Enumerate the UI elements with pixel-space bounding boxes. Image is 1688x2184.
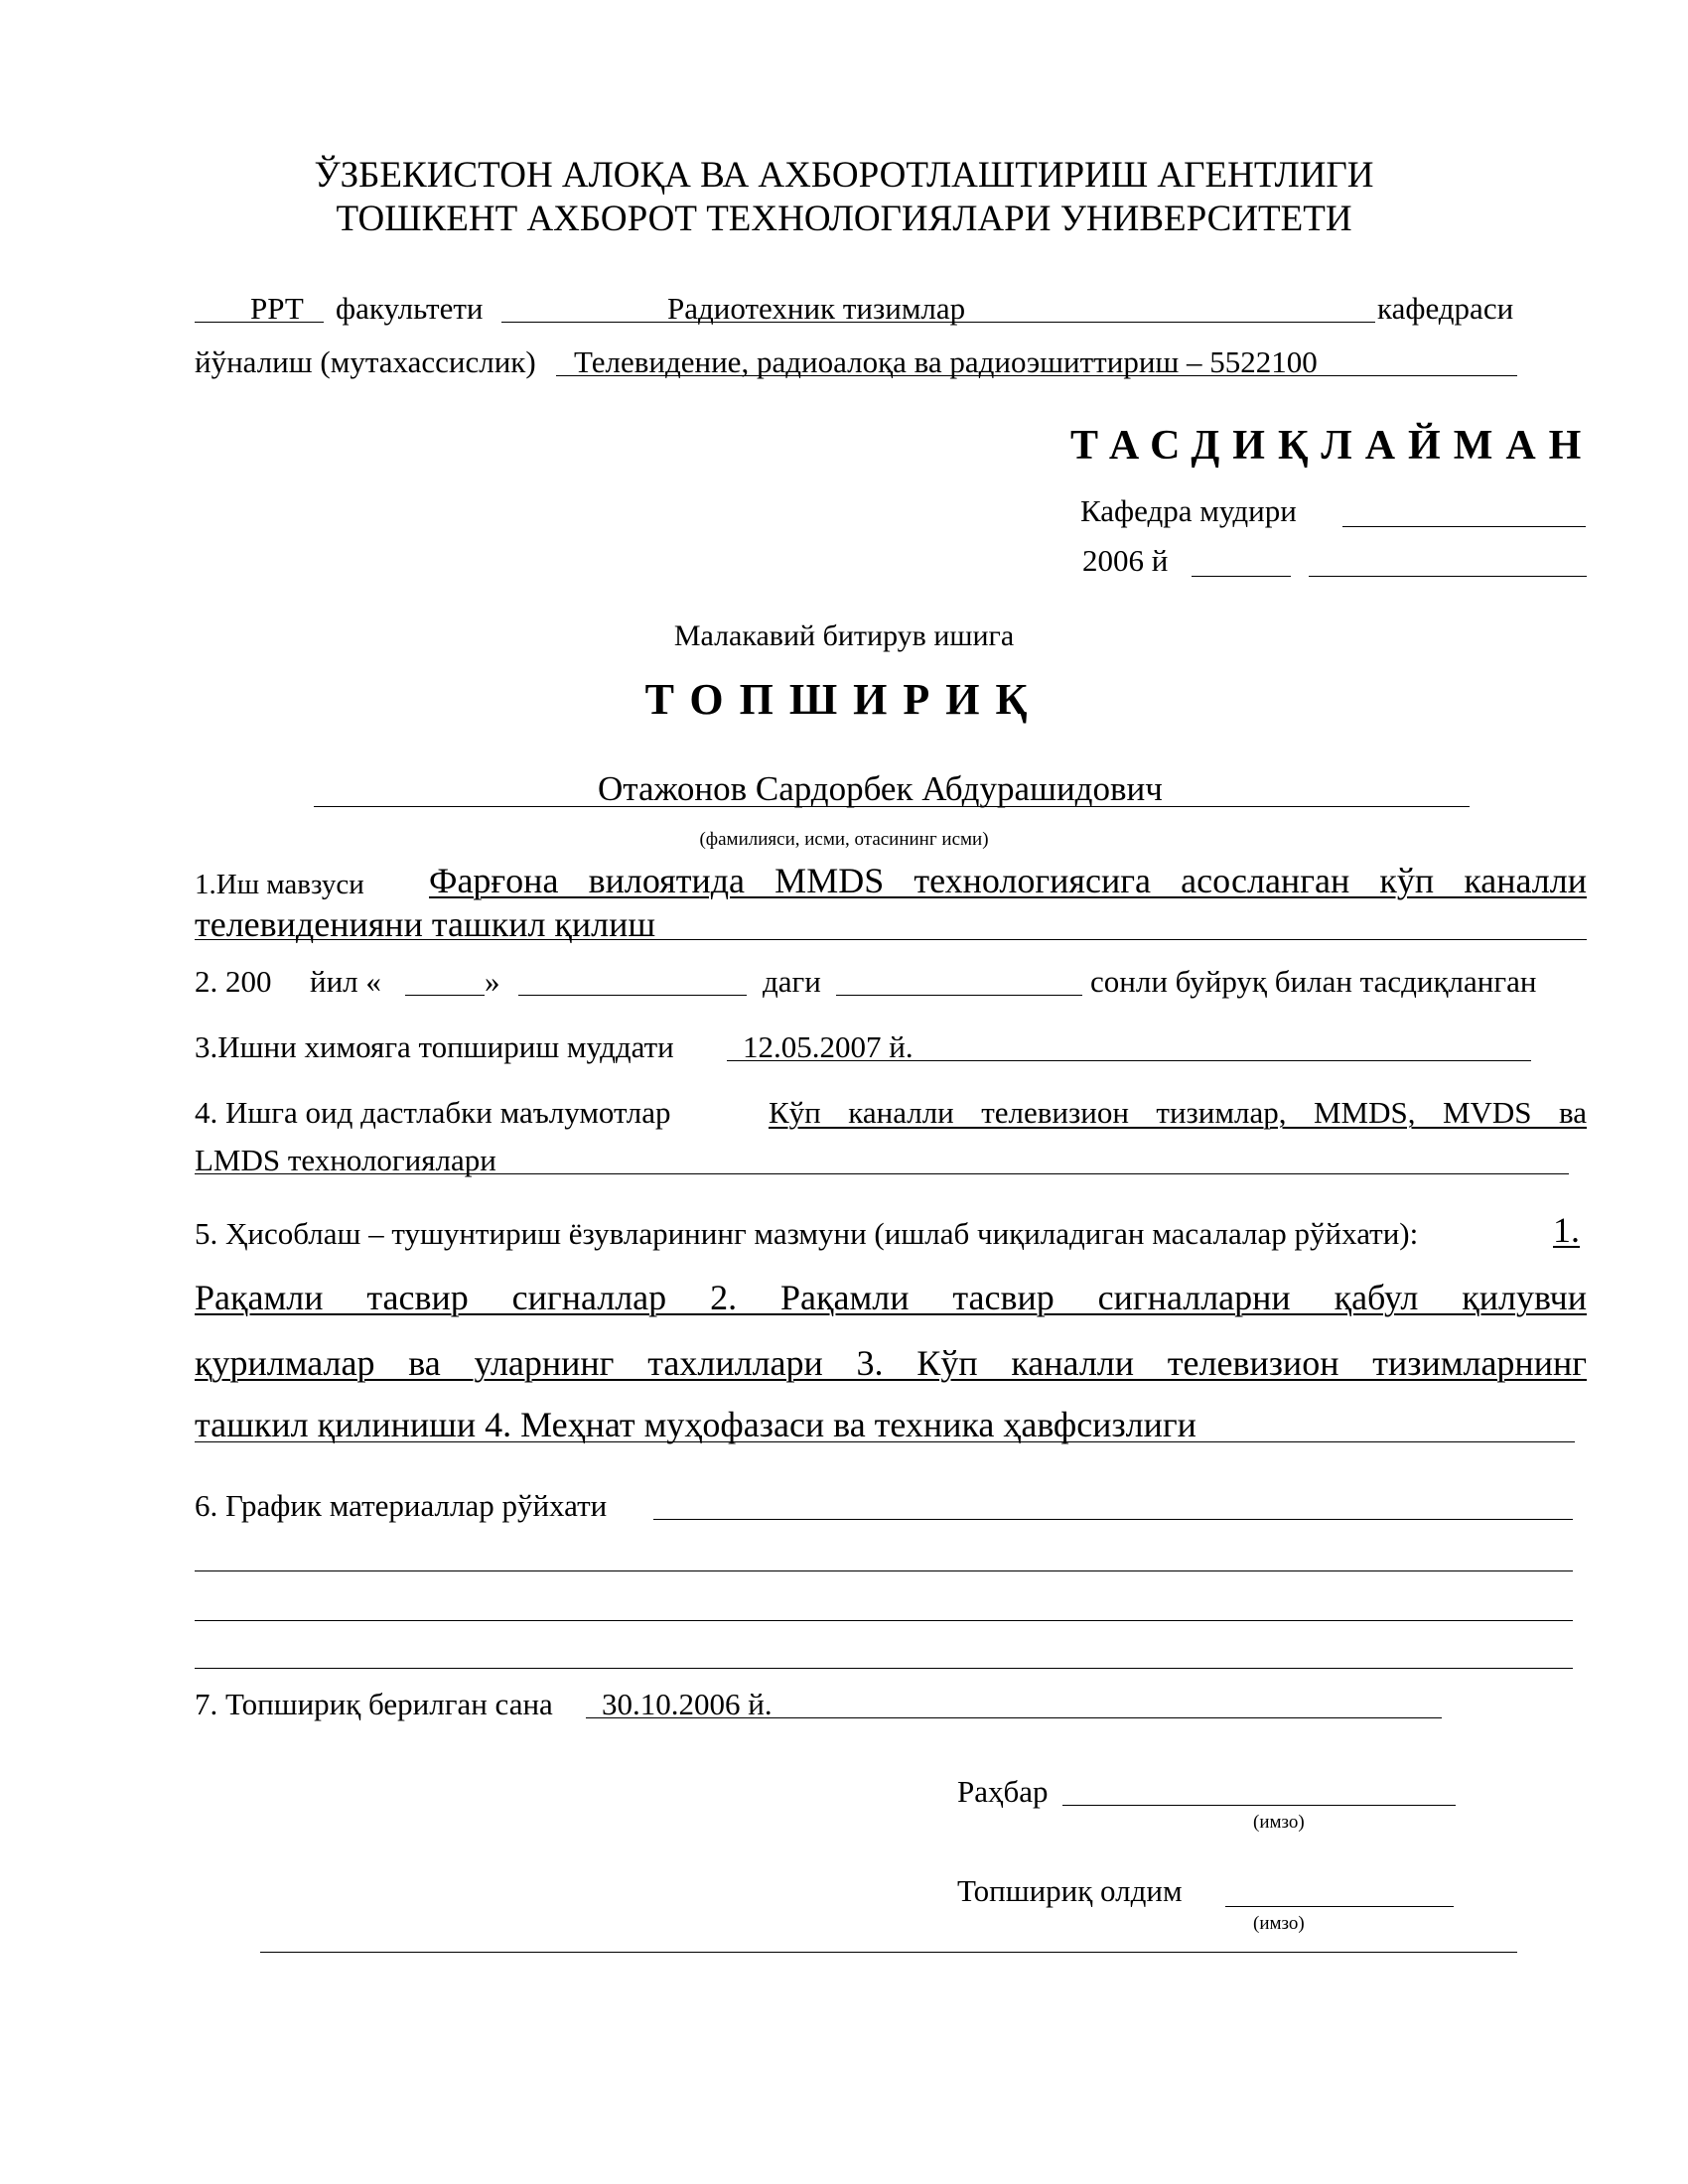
item6-line2 [195,1570,1573,1571]
item5-line2: Рақамли тасвир сигналлар 2. Рақамли тасвир сигналларни қабул қилувчи [195,1278,1587,1317]
approval-title: ТАСДИҚЛАЙМАН [1070,423,1595,469]
item2-month-line [518,995,747,996]
item6-line3 [195,1620,1573,1621]
header-line2: ТОШКЕНТ АХБОРОТ ТЕХНОЛОГИЯЛАРИ УНИВЕРСИТЕТИ [336,199,1352,239]
received-label: Топшириқ олдим [957,1873,1183,1908]
department-head-label: Кафедра мудири [1080,493,1297,528]
direction-label: йўналиш (мутахассислик) [195,344,536,379]
item2-day-close: » [485,964,500,999]
direction-value: Телевидение, радиоалоқа ва радиоэшиттириш – 5522100 [574,344,1318,379]
item2-date-label: даги [763,964,821,999]
item4-value-line2: LMDS технологиялари [195,1143,496,1177]
department-value: Радиотехник тизимлар [667,291,966,326]
item6-label: 6. График материаллар рўйхати [195,1488,608,1523]
department-label: кафедраси [1377,291,1514,326]
item2-order-label: сонли буйруқ билан тасдиқланган [1090,964,1537,999]
bottom-divider [260,1952,1517,1953]
item2-year-prefix: 2. 200 [195,964,272,999]
student-name: Отажонов Сардорбек Абдурашидович [598,769,1163,808]
item5-label: 5. Ҳисоблаш – тушунтириш ёзувларининг мазмуни (ишлаб чиқиладиган масалалар рўйхати): [195,1216,1419,1251]
item6-line1 [653,1519,1573,1520]
department-head-signature-line [1342,526,1586,527]
item2-day-line [405,995,485,996]
header-line1: ЎЗБЕКИСТОН АЛОҚА ВА АХБОРОТЛАШТИРИШ АГЕНТЛИГИ [314,155,1374,196]
item2-year-label: йил « [310,964,381,999]
item5-line1-tail: 1. [1553,1210,1580,1250]
received-signature-caption: (имзо) [1253,1913,1305,1934]
supervisor-signature-line [1062,1805,1456,1806]
assignment-pre-title: Малакавий битирув ишига [673,619,1015,652]
item1-topic-line1: Фарғона вилоятида MMDS технологиясига асосланган кўп каналли [429,861,1587,900]
item7-value: 30.10.2006 й. [602,1687,773,1721]
supervisor-label: Раҳбар [957,1774,1049,1809]
item2-order-number-line [836,995,1082,996]
item5-line4: ташкил қилиниши 4. Меҳнат муҳофазаси ва техника ҳавфсизлиги [195,1405,1196,1444]
item1-label: 1.Иш мавзуси [195,869,364,900]
assignment-title: ТОПШИРИҚ [644,675,1044,724]
item7-label: 7. Топшириқ берилган сана [195,1687,553,1721]
item3-label: 3.Ишни химояга топшириш муддати [195,1029,674,1064]
item6-line4 [195,1668,1573,1669]
faculty-label: факультети [336,291,484,326]
item1-topic-line2: телевиденияни ташкил қилиш [195,904,656,944]
student-name-caption: (фамилияси, исми, отасининг исми) [699,829,989,850]
item5-line3: қурилмалар ва уларнинг тахлиллари 3. Кўп каналли телевизион тизимларнинг [195,1343,1587,1383]
received-signature-line [1225,1906,1454,1907]
item4-label: 4. Ишга оид дастлабки маълумотлар [195,1095,671,1130]
supervisor-signature-caption: (имзо) [1253,1812,1305,1833]
approval-year-label: 2006 й [1082,543,1169,578]
approval-day-line [1192,576,1291,577]
item3-value: 12.05.2007 й. [743,1029,914,1064]
faculty-value: РРТ [250,291,304,326]
item4-value-line1: Кўп каналли телевизион тизимлар, MMDS, MVDS ва [769,1095,1587,1130]
approval-month-line [1309,576,1587,577]
